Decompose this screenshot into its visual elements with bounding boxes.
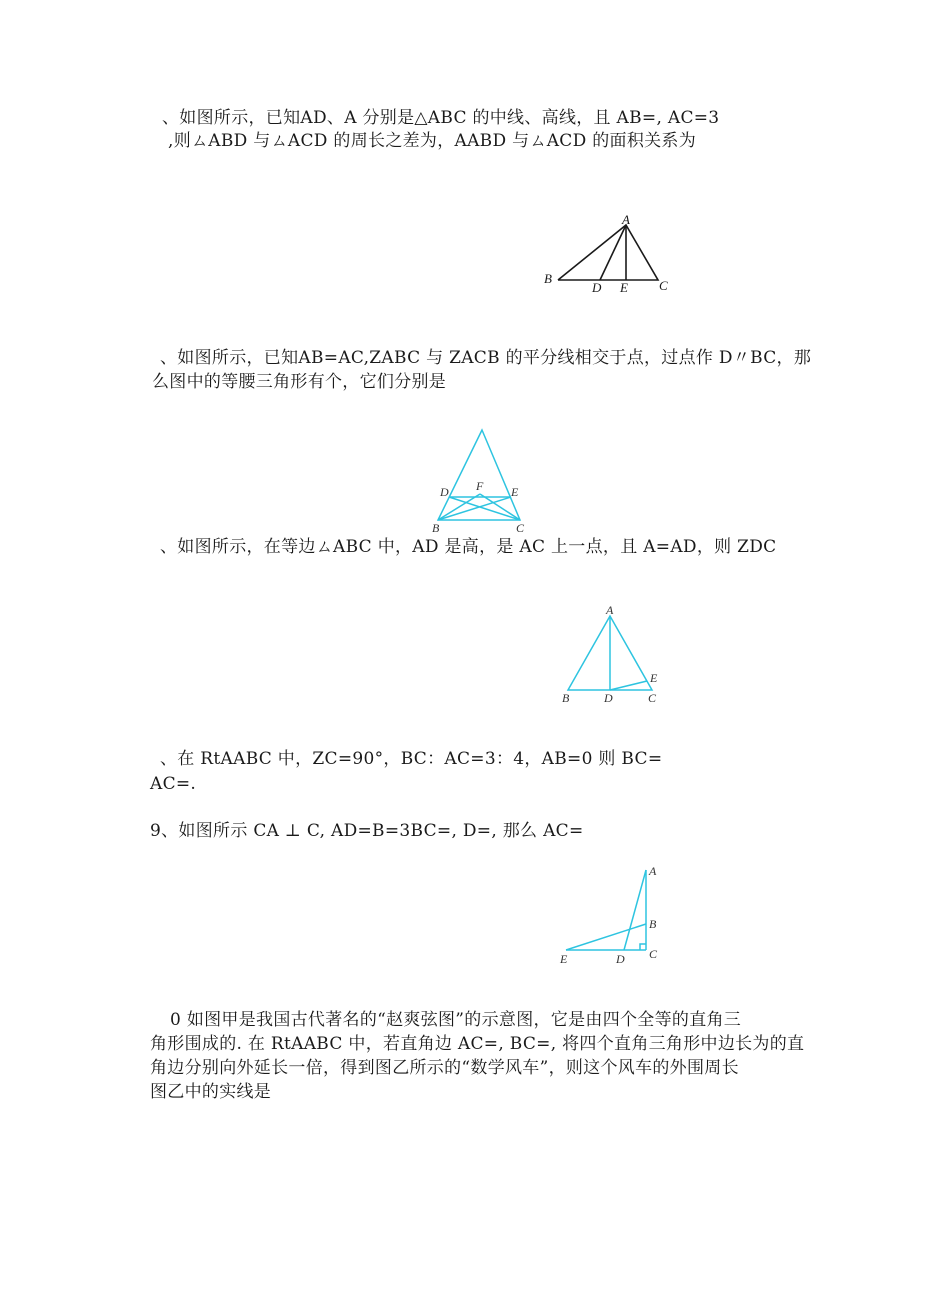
problem-1-line-2: ,则ㄙABD 与ㄙACD 的周长之差为，AABD 与ㄙACD 的面积关系为 bbox=[168, 131, 697, 151]
problem-10-line-3: 角边分别向外延长一倍，得到图乙所示的“数学风车”，则这个风车的外围周长 bbox=[150, 1058, 739, 1078]
median-ad bbox=[600, 225, 626, 280]
problem-10-line-2: 角形围成的. 在 RtAABC 中，若直角边 AC=, BC=, 将四个直角三角形中边长为的直 bbox=[150, 1034, 805, 1054]
figure-triangle-abc-median-altitude bbox=[538, 210, 678, 300]
problem-10-line-1: 0 如图甲是我国古代著名的“赵爽弦图”的示意图，它是由四个全等的直角三 bbox=[170, 1010, 742, 1030]
label-e: E bbox=[620, 280, 628, 295]
label-d: D bbox=[616, 952, 625, 966]
label-f: F bbox=[476, 479, 484, 493]
problem-10-line-4: 图乙中的实线是 bbox=[150, 1082, 272, 1102]
problem-3-line-1: 、如图所示，在等边ㄙABC 中，AD 是高，是 AC 上一点，且 A=AD，则 ZDC bbox=[160, 537, 777, 557]
label-e: E bbox=[650, 671, 658, 685]
segment-be bbox=[438, 497, 511, 520]
label-b: B bbox=[544, 271, 552, 286]
problem-1-line-1: 、如图所示，已知AD、A 分别是△ABC 的中线、高线，且 AB=, AC=3 bbox=[162, 108, 720, 128]
segment-ad bbox=[624, 870, 646, 950]
label-b: B bbox=[649, 917, 657, 931]
label-e: E bbox=[560, 952, 568, 966]
label-d: D bbox=[592, 280, 602, 295]
label-e: E bbox=[511, 485, 519, 499]
label-c: C bbox=[648, 691, 657, 704]
label-d: D bbox=[604, 691, 613, 704]
problem-9-line-1: 9、如图所示 CA ⊥ C, AD=B=3BC=, D=, 那么 AC= bbox=[150, 821, 584, 841]
segment-be bbox=[566, 924, 646, 950]
figure-isosceles-angle-bisectors bbox=[428, 424, 538, 536]
problem-2-line-2: 么图中的等腰三角形有个，它们分别是 bbox=[152, 372, 447, 392]
label-b: B bbox=[562, 691, 570, 704]
triangle-outline bbox=[558, 225, 658, 280]
problem-4-line-1: 、在 RtAABC 中，ZC=90°，BC：AC=3：4，AB=0 则 BC= bbox=[160, 749, 663, 769]
figure-right-angle-ca-ec bbox=[556, 858, 666, 973]
problem-2-line-1: 、如图所示，已知AB=AC,ZABC 与 ZACB 的平分线相交于点，过点作 D〃BC，那 bbox=[160, 348, 812, 368]
figure-equilateral-altitude bbox=[558, 604, 668, 704]
problem-4-line-2: AC=. bbox=[150, 774, 197, 794]
label-c: C bbox=[516, 521, 525, 535]
label-b: B bbox=[432, 521, 440, 535]
label-a: A bbox=[606, 604, 614, 617]
label-d: D bbox=[440, 485, 449, 499]
segment-cd bbox=[449, 497, 520, 520]
label-a: A bbox=[649, 864, 657, 878]
label-c: C bbox=[659, 278, 668, 293]
label-c: C bbox=[649, 947, 658, 961]
segment-de bbox=[610, 681, 647, 690]
right-angle-mark bbox=[640, 944, 646, 950]
label-a: A bbox=[622, 212, 630, 227]
